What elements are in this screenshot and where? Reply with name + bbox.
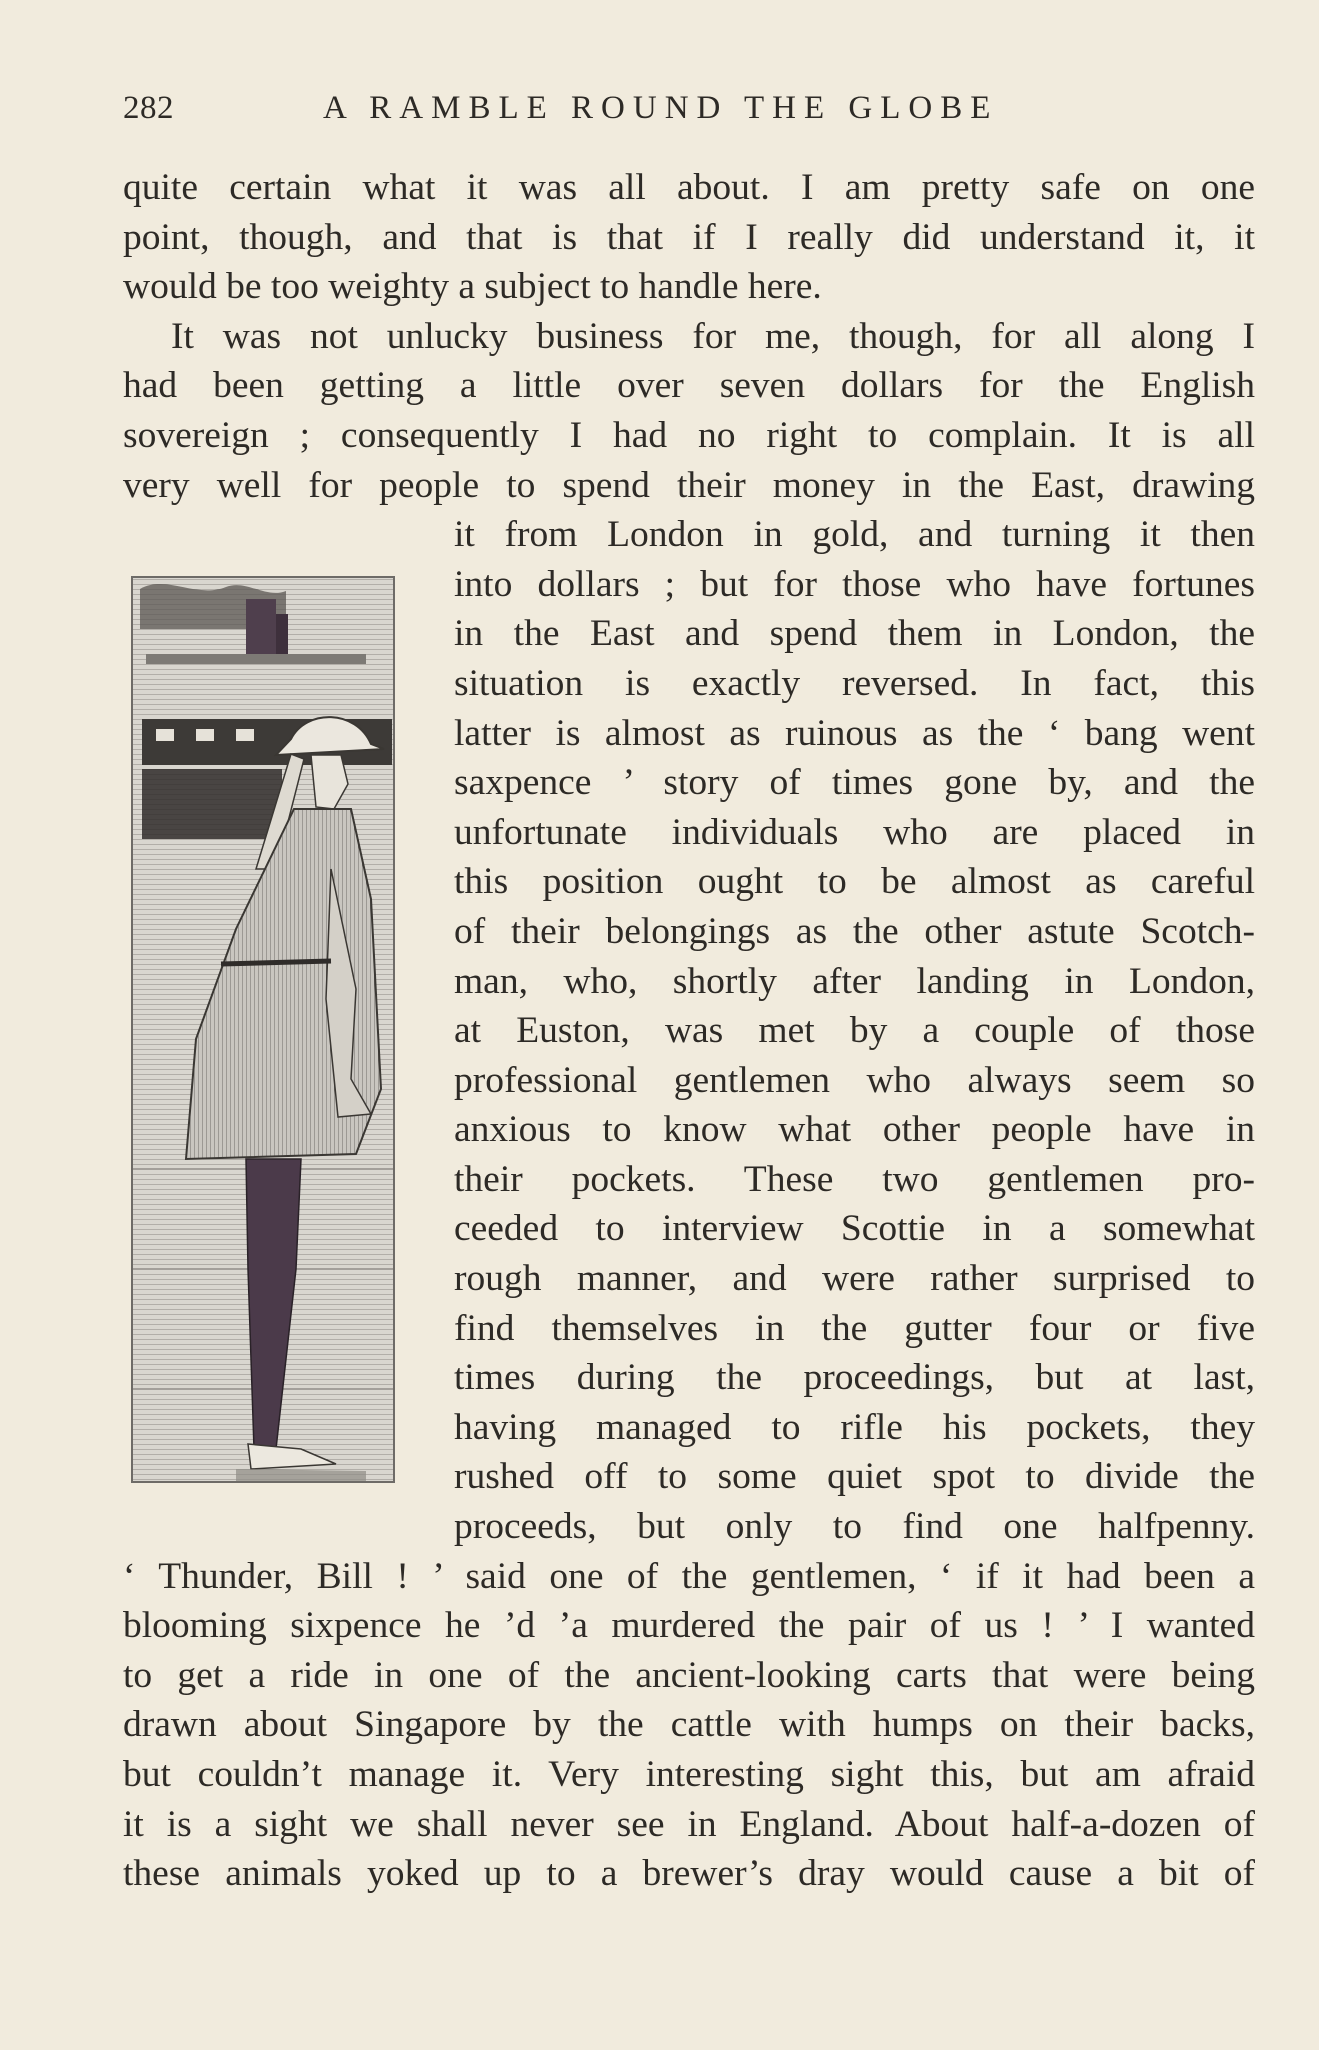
page-number: 282 — [123, 90, 174, 126]
text-line: it is a sight we shall never see in England. About half-a-dozen of — [123, 1803, 1255, 1845]
text-line: proceeds, but only to find one halfpenny. — [454, 1506, 1255, 1548]
text-line: these animals yoked up to a brewer’s dray would cause a bit of — [123, 1853, 1255, 1895]
text-line: blooming sixpence he ’d ’a murdered the pair of us ! ’ I wanted — [123, 1605, 1255, 1647]
illustration-man-in-pith-helmet-icon — [126, 569, 400, 1487]
text-line: to get a ride in one of the ancient-looking carts that were being — [123, 1654, 1255, 1696]
paragraph-start-line: It was not unlucky business for me, though, for all along I — [171, 315, 1255, 357]
text-line: anxious to know what other people have in — [454, 1109, 1255, 1151]
text-line: their pockets. These two gentlemen pro- — [454, 1158, 1255, 1200]
text-line: but couldn’t manage it. Very interesting sight this, but am afraid — [123, 1754, 1255, 1795]
text-line: find themselves in the gutter four or five — [454, 1307, 1255, 1349]
text-line: at Euston, was met by a couple of those — [454, 1010, 1255, 1052]
illustration-svg — [126, 569, 400, 1487]
text-line: saxpence ’ story of times gone by, and the — [454, 762, 1255, 804]
text-line: this position ought to be almost as careful — [454, 861, 1255, 903]
page-header — [123, 90, 1255, 136]
text-line: ceeded to interview Scottie in a somewhat — [454, 1208, 1255, 1250]
text-line: man, who, shortly after landing in London, — [454, 960, 1255, 1002]
text-line: drawn about Singapore by the cattle with humps on their backs, — [123, 1704, 1255, 1746]
text-line: rough manner, and were rather surprised to — [454, 1258, 1255, 1300]
text-line: professional gentlemen who always seem so — [454, 1059, 1255, 1101]
text-line: times during the proceedings, but at last, — [454, 1357, 1255, 1399]
text-line: had been getting a little over seven dollars for the English — [123, 365, 1255, 407]
text-line: it from London in gold, and turning it then — [454, 514, 1255, 556]
text-line: into dollars ; but for those who have fortunes — [454, 563, 1255, 605]
text-line: very well for people to spend their money in the East, drawing — [123, 464, 1255, 506]
text-line: quite certain what it was all about. I am pretty safe on one — [123, 167, 1255, 208]
text-line: situation is exactly reversed. In fact, this — [454, 662, 1255, 704]
text-line: point, though, and that is that if I really did understand it, it — [123, 216, 1255, 258]
text-line: sovereign ; consequently I had no right to complain. It is all — [123, 414, 1255, 456]
text-line: rushed off to some quiet spot to divide the — [454, 1456, 1255, 1498]
text-line: in the East and spend them in London, the — [454, 613, 1255, 655]
text-line: unfortunate individuals who are placed in — [454, 811, 1255, 853]
text-line: would be too weighty a subject to handle here. — [123, 266, 822, 308]
running-title: A RAMBLE ROUND THE GLOBE — [323, 90, 999, 126]
text-line: having managed to rifle his pockets, they — [454, 1406, 1255, 1448]
text-line: latter is almost as ruinous as the ‘ bang went — [454, 712, 1255, 754]
text-line: of their belongings as the other astute Scotch- — [454, 910, 1255, 952]
text-line: ‘ Thunder, Bill ! ’ said one of the gentlemen, ‘ if it had been a — [123, 1555, 1255, 1597]
